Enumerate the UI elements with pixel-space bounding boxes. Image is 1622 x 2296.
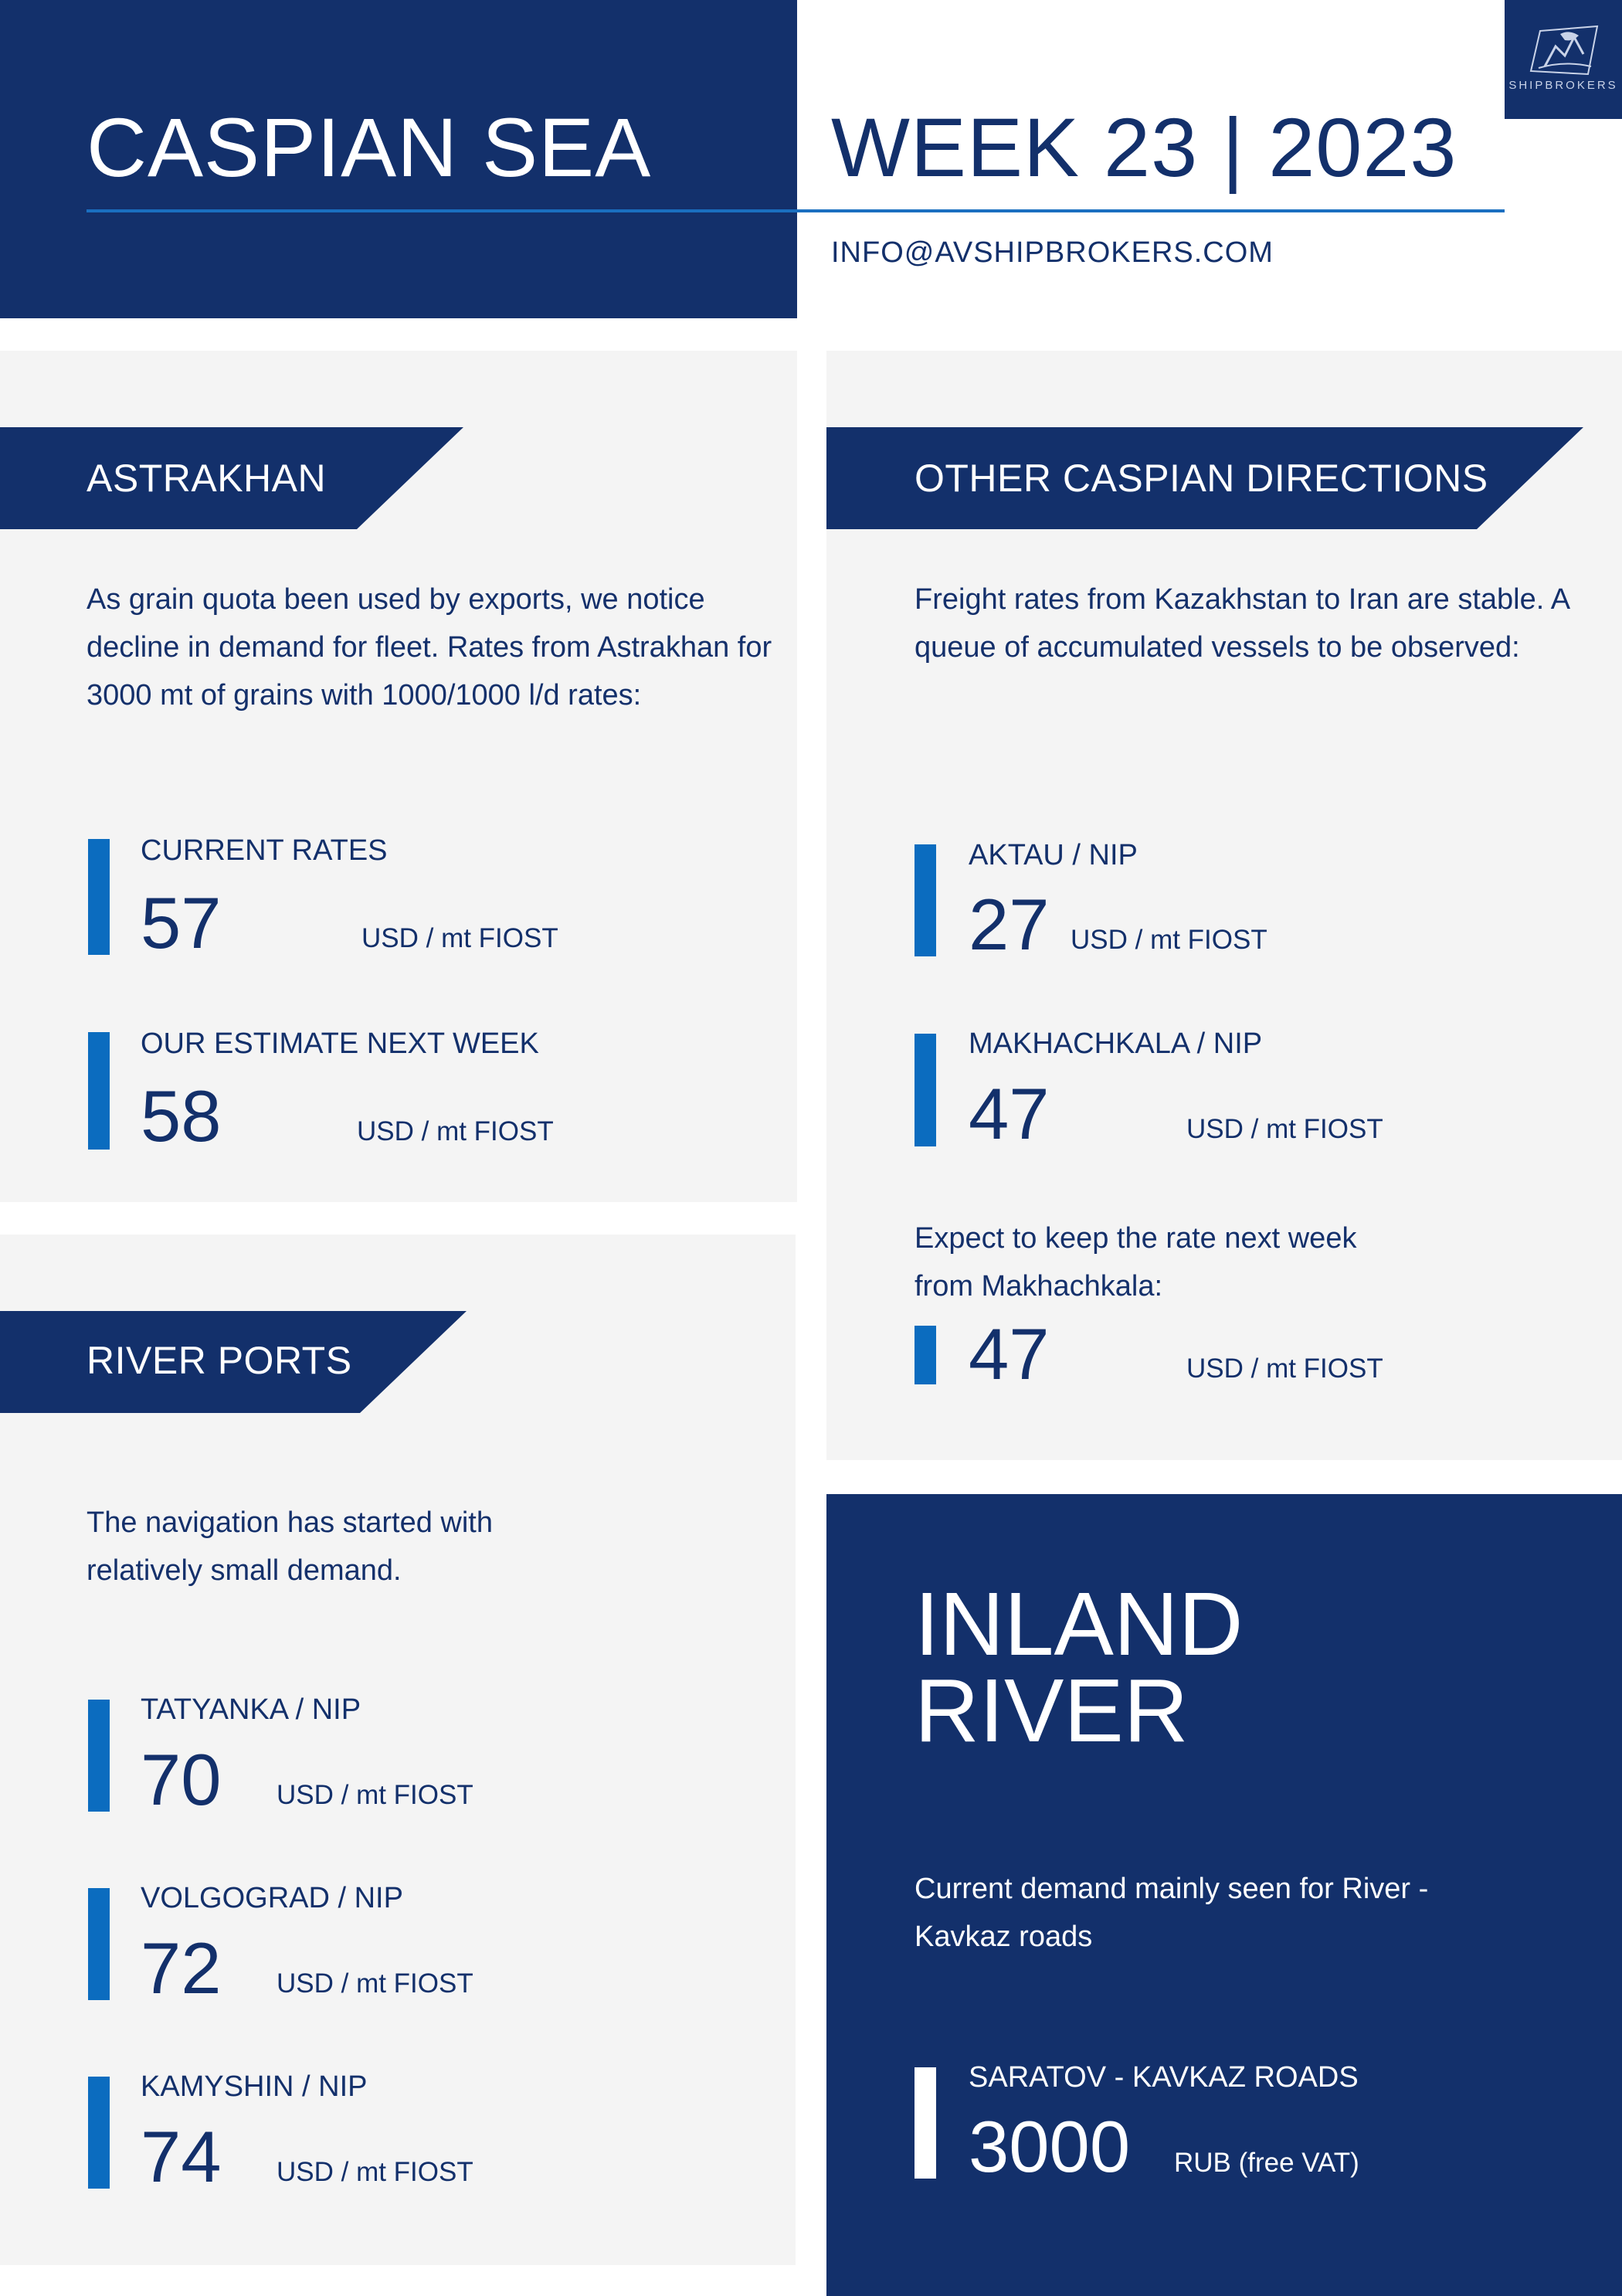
astrakhan-title: ASTRAKHAN <box>87 457 327 500</box>
rate-unit: USD / mt FIOST <box>277 2157 473 2187</box>
rate-accent-bar <box>88 839 110 955</box>
page-title: CASPIAN SEA <box>87 100 652 194</box>
rate-accent-bar <box>88 1888 110 2000</box>
river-ports-intro-line1: The navigation has started with <box>87 1506 493 1539</box>
rate-accent-bar <box>914 1326 936 1384</box>
rate-label: MAKHACHKALA / NIP <box>969 1027 1263 1060</box>
rate-unit: USD / mt FIOST <box>1071 925 1267 955</box>
logo-emblem-icon <box>1529 23 1599 77</box>
rate-unit: USD / mt FIOST <box>1186 1353 1383 1384</box>
header-divider <box>87 209 1505 212</box>
rate-value: 47 <box>969 1313 1050 1394</box>
rate-unit: USD / mt FIOST <box>277 1780 473 1810</box>
logo-text: SHIPBROKERS <box>1508 79 1618 92</box>
outlook-note-line1: Expect to keep the rate next week <box>914 1222 1357 1255</box>
rate-accent-bar <box>88 2077 110 2189</box>
contact-email[interactable]: INFO@AVSHIPBROKERS.COM <box>831 236 1274 269</box>
rate-accent-bar <box>88 1032 110 1150</box>
rate-accent-bar <box>914 1034 936 1146</box>
rate-label: OUR ESTIMATE NEXT WEEK <box>141 1027 539 1060</box>
rate-value: 74 <box>141 2116 222 2197</box>
outlook-note-line2: from Makhachkala: <box>914 1270 1163 1303</box>
rate-value: 57 <box>141 882 222 963</box>
rate-unit: RUB (free VAT) <box>1174 2148 1359 2178</box>
rate-value: 70 <box>141 1739 222 1820</box>
other-directions-title: OTHER CASPIAN DIRECTIONS <box>914 457 1488 500</box>
rate-label: CURRENT RATES <box>141 834 388 867</box>
rate-label: VOLGOGRAD / NIP <box>141 1882 403 1914</box>
week-label: WEEK 23 | 2023 <box>831 100 1457 194</box>
rate-label: KAMYSHIN / NIP <box>141 2070 368 2103</box>
rate-value: 58 <box>141 1075 222 1156</box>
rate-value: 72 <box>141 1927 222 2009</box>
rate-label: SARATOV - KAVKAZ ROADS <box>969 2061 1359 2094</box>
rate-accent-bar <box>88 1700 110 1812</box>
rate-unit: USD / mt FIOST <box>1186 1114 1383 1144</box>
inland-intro-line1: Current demand mainly seen for River - <box>914 1873 1429 1905</box>
rate-label: AKTAU / NIP <box>969 839 1138 871</box>
rate-value: 3000 <box>969 2106 1131 2187</box>
rate-value: 47 <box>969 1073 1050 1154</box>
inland-river-title <box>914 1574 1244 1761</box>
river-ports-title: RIVER PORTS <box>87 1339 352 1382</box>
rate-accent-bar <box>914 2067 936 2179</box>
rate-accent-bar <box>914 844 936 956</box>
rate-label: TATYANKA / NIP <box>141 1693 361 1726</box>
other-directions-intro: Freight rates from Kazakhstan to Iran are stable. A queue of accumulated vessels to be observed: <box>914 583 1569 664</box>
astrakhan-intro: As grain quota been used by exports, we notice decline in demand for fleet. Rates from Astrakhan for 3000 mt of grains with 1000/1000 l/d rates: <box>87 583 772 712</box>
rate-value: 27 <box>969 884 1050 965</box>
inland-title-line1: INLAND <box>914 1574 1244 1674</box>
inland-title-line2: RIVER <box>914 1660 1189 1761</box>
river-ports-intro-line2: relatively small demand. <box>87 1554 402 1587</box>
rate-unit: USD / mt FIOST <box>361 923 558 953</box>
inland-intro-line2: Kavkaz roads <box>914 1921 1093 1953</box>
rate-unit: USD / mt FIOST <box>277 1968 473 1999</box>
rate-unit: USD / mt FIOST <box>357 1116 554 1146</box>
